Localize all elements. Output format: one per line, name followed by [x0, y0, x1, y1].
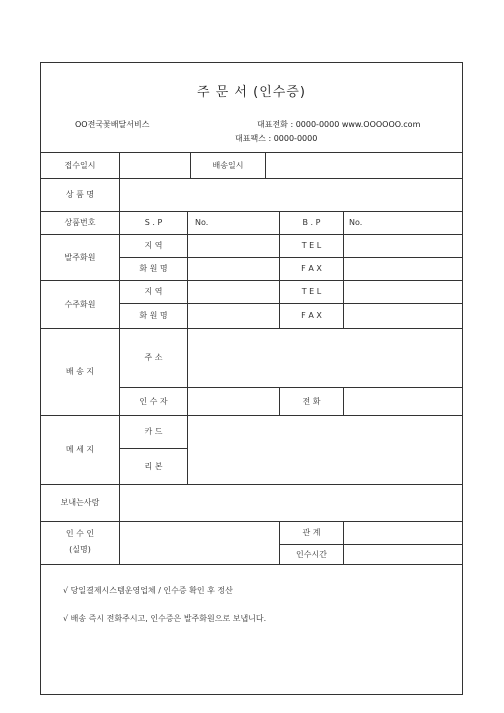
address-label: 주 소: [144, 353, 163, 362]
tel-label: T E L: [301, 241, 322, 250]
region-field[interactable]: [188, 234, 279, 257]
phone-label: 전 화: [302, 396, 321, 406]
bp-no-field[interactable]: No.: [349, 218, 363, 227]
recipient-field[interactable]: [188, 387, 279, 415]
product-name-field[interactable]: [120, 178, 462, 211]
address-field[interactable]: [188, 328, 462, 387]
receipt-time-field[interactable]: [344, 544, 462, 564]
note-settlement: √ 당일결제시스템운영업체 / 인수증 확인 후 정산: [63, 586, 233, 595]
tel-field[interactable]: [344, 234, 462, 257]
relation-field[interactable]: [344, 521, 462, 544]
bp-label: B . P: [302, 218, 321, 227]
fax-label: F A X: [301, 311, 322, 320]
fax-field[interactable]: [344, 303, 462, 328]
delivery-place-label: 배 송 지: [65, 367, 95, 376]
message-label: 메 세 지: [65, 445, 95, 454]
sender-field[interactable]: [120, 484, 462, 521]
phone-field[interactable]: [344, 387, 462, 415]
receiving-member-label: 수주화원: [64, 299, 96, 309]
member-name-label: 화 원 명: [139, 311, 168, 320]
member-name-label: 화 원 명: [139, 264, 168, 273]
fax-field[interactable]: [344, 257, 462, 280]
receiver-sign-field[interactable]: [120, 521, 279, 564]
sp-no-field[interactable]: No.: [195, 218, 209, 227]
fax-line: 대표팩스 : 0000-0000: [235, 134, 318, 143]
tel-label: T E L: [301, 287, 322, 296]
ordering-member-label: 발주화원: [64, 252, 96, 262]
region-label: 지 역: [144, 287, 163, 296]
form-title: 주 문 서 (인수증): [197, 85, 306, 100]
sender-label: 보내는사람: [60, 498, 100, 507]
sp-label: S . P: [144, 218, 163, 227]
delivery-date-label: 배송일시: [212, 160, 244, 170]
tel-field[interactable]: [344, 280, 462, 303]
note-delivery-call: √ 배송 즉시 전화주시고, 인수증은 발주화원으로 보냅니다.: [63, 614, 267, 623]
received-date-field[interactable]: [120, 152, 190, 178]
delivery-date-field[interactable]: [266, 152, 462, 178]
relation-label: 관 계: [302, 528, 321, 537]
region-label: 지 역: [144, 241, 163, 250]
fax-label: F A X: [301, 264, 322, 273]
region-field[interactable]: [188, 280, 279, 303]
receiver-sign-label: 인 수 인: [65, 528, 95, 538]
recipient-label: 인 수 자: [139, 396, 168, 406]
receipt-time-label: 인수시간: [296, 549, 327, 559]
received-date-label: 접수일시: [64, 160, 96, 170]
card-label: 카 드: [144, 427, 163, 436]
message-field[interactable]: [188, 415, 462, 484]
member-name-field[interactable]: [188, 303, 279, 328]
member-name-field[interactable]: [188, 257, 279, 280]
rule: [41, 564, 462, 565]
product-no-label: 상품번호: [64, 218, 96, 227]
phone-line: 대표전화 : 0000-0000 www.OOOOOO.com: [257, 120, 421, 129]
order-form-frame: [40, 62, 463, 695]
receiver-sign-sublabel: (실명): [69, 544, 91, 554]
product-name-label: 상 품 명: [65, 190, 95, 199]
company-name: OO전국꽃배달서비스: [75, 120, 150, 129]
ribbon-label: 리 본: [144, 461, 163, 471]
